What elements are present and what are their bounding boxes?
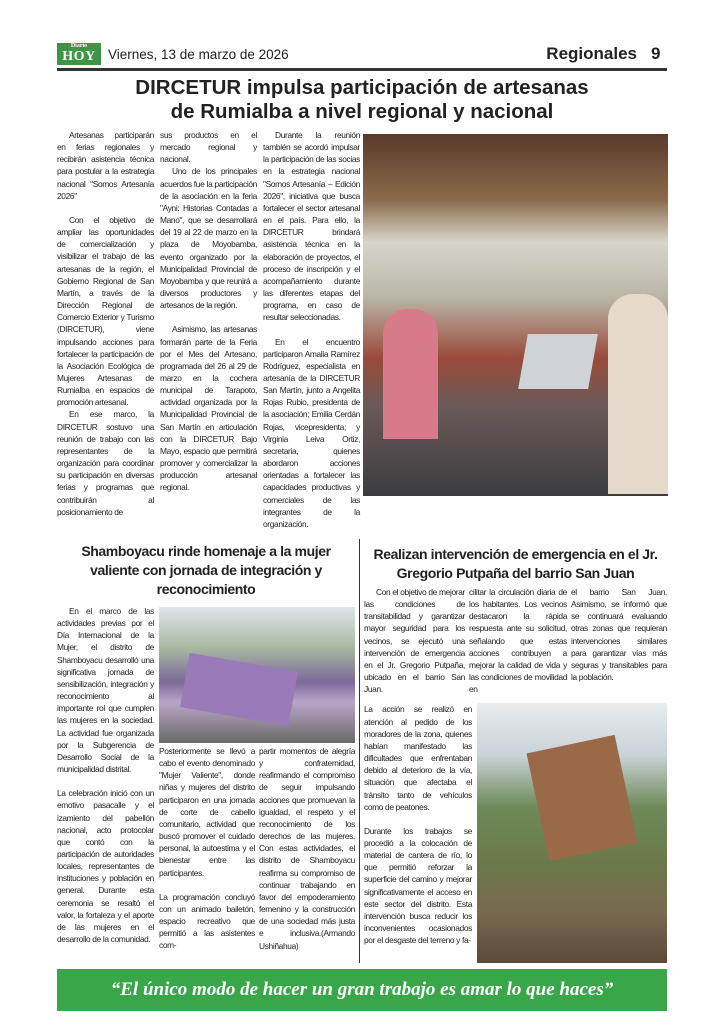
- footer-quote-bar: “El único modo de hacer un gran trabajo es amar lo que haces”: [57, 969, 667, 1011]
- article3-col4: [364, 703, 472, 946]
- column-divider: [359, 539, 360, 963]
- paragraph: Artesanas participarán en ferias regionales y recibirán asistencia técnica para postular a la estrategia nacional "Somos Artesanía 2026": [57, 130, 154, 201]
- headline-line: DIRCETUR impulsa participación de artesanas: [135, 76, 589, 99]
- article2-photo: [159, 607, 355, 743]
- section-name: Regionales: [546, 44, 637, 63]
- paragraph: En el encuentro participaron Amalia Ramírez Rodríguez, especialista en artesanía de la DIRCETUR San Martín, junto a Angelita Rojas Rubio, presidenta de la asociación; Emilia Cerdán Rojas, vicepresidenta; y Virginia Leiva Ortiz, secretaria, quienes abordaron acciones orientadas a fortalecer las capacidades productivas y comerciales de las integrantes de la organización.: [263, 336, 360, 529]
- article1-body: [57, 129, 667, 530]
- article2-body: [57, 605, 355, 952]
- person-shape: [383, 309, 438, 439]
- laptop-shape: [518, 334, 598, 389]
- article3-photo: [477, 703, 667, 963]
- banner-shape: [180, 653, 298, 726]
- article3-top: [364, 586, 667, 695]
- logo-big-text: HOY: [62, 49, 96, 64]
- paragraph: En el marco de las actividades previas por el Día Internacional de la Mujer, el distrito de Shamboyacu desarrolló una significativa jornada de sensibilización, integración y reconocimiento al importante rol que cumplen las mujeres en la sociedad. La actividad fue organizada por la Subgerencia de Desarrollo Social de la municipalidad distrital.: [57, 606, 154, 775]
- newspaper-logo: [57, 43, 101, 65]
- paragraph: Con el objetivo de mejorar las condiciones de transitabilidad y garantizar mayor seguridad para los vecinos, se ejecutó una intervención de emergencia en el Jr. Gregorio Putpaña, ubicado en el barrio San Juan.: [364, 587, 465, 695]
- article2-col1: [57, 605, 154, 945]
- article1-col3: [263, 129, 360, 530]
- article3-headline: Realizan intervención de emergencia en el Jr. Gregorio Putpaña del barrio San Juan: [373, 546, 658, 581]
- article2-lower: [159, 745, 355, 952]
- paragraph: Posteriormente se llevó a cabo el evento denominado "Mujer Valiente", donde niñas y mujeres del distrito participaron en una jornada de corte de cabello comunitario, actividad que buscó promover el cuidado personal, la autoestima y el bienestar entre las participantes.: [159, 746, 255, 878]
- paragraph: La acción se realizó en atención al pedido de los moradores de la zona, quienes habían manifestado las dificultades que enfrentaban debido al deterioro de la vía, situación que afectaba el tránsito tanto de vehículos como de peatones.: [364, 704, 472, 812]
- article2-headline: Shamboyacu rinde homenaje a la mujer valiente con jornada de integración y reconocimiento: [81, 543, 331, 597]
- paragraph: Durante la reunión también se acordó impulsar la participación de las socias en la estrategia nacional "Somos Artesanía – Edición 2026", iniciativa que busca fortalecer el sector artesanal en el país. Para ello, la DIRCETUR brindará asistencia técnica en la elaboración de proyectos, el proceso de inscripción y el acompañamiento durante las diferentes etapas del programa, en caso de resultar seleccionadas.: [263, 130, 360, 323]
- headline-line: de Rumialba a nivel regional y nacional: [170, 100, 554, 123]
- paragraph: partir momentos de alegría y confraternidad, reafirmando el compromiso de seguir impulsando acciones que promuevan la igualdad, el respeto y el reconocimiento de los derechos de las mujeres. Con estas actividades, el distrito de Shamboyacu reafirma su compromiso de continuar trabajando en favor del empoderamiento femenino y la construcción de una sociedad más justa e inclusiva.(Armando Ushiñahua): [259, 746, 355, 951]
- article1-col2: [160, 129, 257, 494]
- article2-col3: [259, 745, 355, 952]
- paragraph: Uno de los principales acuerdos fue la participación de la asociación en la feria "Ayni: Historias Contadas a Mano", que se desarrollará del 19 al 22 de marzo en la plaza de Moyobamba, evento organizado por la Municipalidad Provincial de Moyobamba y que reunirá a diversos productores y artesanos de la región.: [160, 166, 257, 311]
- article3-col2: [469, 586, 567, 695]
- person-shape: [608, 294, 668, 494]
- article2-col2: [159, 745, 255, 952]
- issue-date: Viernes, 13 de marzo de 2026: [108, 46, 289, 62]
- article3-col3: [571, 586, 667, 683]
- paragraph: La programación concluyó con un animado bailetón, espacio recreativo que permitió a las asistentes com-: [159, 891, 255, 951]
- article3: [364, 539, 667, 963]
- logo-small-text: Diario: [70, 43, 88, 49]
- article1-col1: [57, 129, 154, 518]
- article2-right: [159, 605, 355, 952]
- paragraph: el barrio San Juan. Asimismo, se informó que se continuará evaluando otras zonas que requieran intervenciones similares para garantizar vías más seguras y transitables para la población.: [571, 587, 667, 683]
- article1-headline: [57, 76, 667, 124]
- article3-col1: [364, 586, 465, 695]
- paragraph: Asimismo, las artesanas formarán parte de la Feria por el Mes del Artesano, programada del 26 al 29 de marzo en la cochera municipal de Tarapoto, actividad organizada por la Municipalidad Provincial de San Martín en articulación con la DIRCETUR Bajo Mayo, espacio que permitirá promover y comercializar la producción artesanal regional.: [160, 324, 257, 493]
- paragraph: Con el objetivo de ampliar las oportunidades de comercialización y visibilizar el trabajo de las artesanas de la región, el Gobierno Regional de San Martín, a través de la Dirección Regional de Comercio Exterior y Turismo (DIRCETUR), viene impulsando acciones para fortalecer la participación de la Asociación Ecológica de Mujeres Artesanas de Rumialba en espacios de promoción artesanal.: [57, 214, 154, 408]
- paragraph: En ese marco, la DIRCETUR sostuvo una reunión de trabajo con las representantes de la organización para coordinar su participación en diversas ferias y programas que contribuirán al posicionamiento de: [57, 409, 154, 517]
- page-number: 9: [651, 44, 661, 63]
- bottom-section: [57, 538, 667, 963]
- article2: [57, 539, 355, 963]
- paragraph: cilitar la circulación diaria de los habitantes. Los vecinos destacaron la rápida respuesta ante su solicitud, señalando que estas acciones contribuyen a mejorar la calidad de vida y las condiciones de movilidad en: [469, 587, 567, 695]
- paragraph: Durante los trabajos se procedió a la colocación de material de cantera de río, lo que permitió reforzar la superficie del camino y mejorar significativamente el acceso en este sector del distrito. Esta intervención busca reducir los inconvenientes ocasionados por el desgaste del terreno y fa-: [364, 825, 472, 946]
- article3-bottom: [364, 703, 667, 963]
- paragraph: sus productos en el mercado regional y nacional.: [160, 130, 257, 165]
- article1-photo: [363, 134, 668, 496]
- dump-truck-shape: [527, 735, 638, 861]
- paragraph: La celebración inició con un emotivo pasacalle y el izamiento del pabellón nacional, acto protocolar que contó con la participación de autoridades locales, representantes de instituciones y población en general. Durante esta ceremonia se resaltó el valor, la fortaleza y el aporte de las mujeres en el desarrollo de la comunidad.: [57, 788, 154, 945]
- page-header: [57, 40, 667, 71]
